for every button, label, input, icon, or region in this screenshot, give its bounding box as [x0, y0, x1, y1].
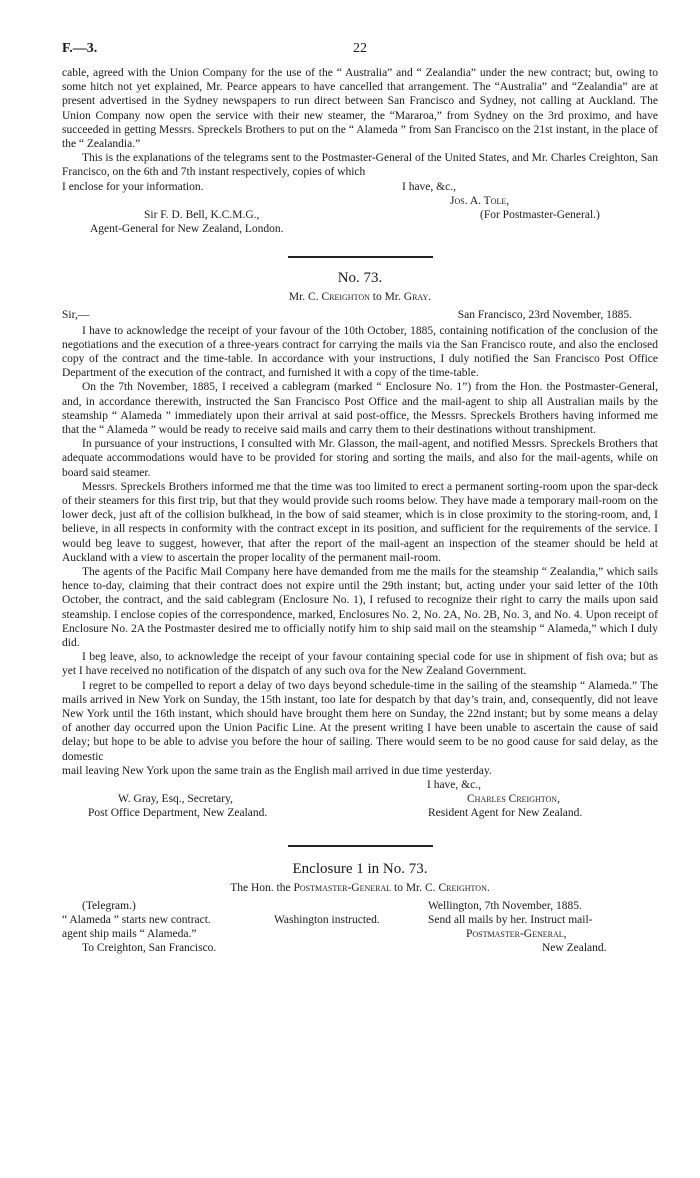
- signer-role: Resident Agent for New Zealand.: [428, 807, 583, 820]
- letter-from-to: Mr. C. Creighton to Mr. Gray.: [288, 291, 432, 304]
- signer-name: Charles Creighton,: [467, 793, 560, 806]
- page-number: 22: [353, 41, 367, 56]
- enclosure-1: [62, 859, 658, 956]
- telegram-line: [62, 941, 658, 955]
- section-divider: [288, 256, 433, 258]
- addressee-dept: Post Office Department, New Zealand.: [88, 807, 268, 820]
- telegram-place-date: Wellington, 7th November, 1885.: [428, 899, 582, 912]
- telegram-text: “ Alameda ” starts new contract.: [62, 914, 211, 927]
- telegram-label: (Telegram.): [82, 899, 136, 912]
- paragraph: On the 7th November, 1885, I received a cablegram (marked “ Enclosure No. 1”) from the Hon. the Postmaster-General, and, in accordance therewith, instructed the San Francisco Post Office and the mail-agent to ship all Australian mails by the steamship “ Alameda ” immediately upon their arrival at said post-office, the Messrs. Spreckels Brothers having informed me that the “ Alameda ” would be ready to receive said mails and carry them to their destinations without transhipment.: [62, 381, 658, 436]
- signer-role: (For Postmaster-General.): [480, 209, 600, 221]
- addressee-name: W. Gray, Esq., Secretary,: [118, 793, 233, 806]
- previous-letter: [62, 66, 658, 236]
- sender-name: Postmaster-General: [293, 881, 392, 894]
- closing-row: [62, 180, 658, 194]
- salutation-date-row: [62, 308, 658, 324]
- telegram-text: Washington instructed.: [274, 914, 380, 927]
- paragraph: This is the explanations of the telegrams sent to the Postmaster-General of the United States, and Mr. Charles Creighton, San Francisco, on the 6th and 7th instant respectively, copies of which: [62, 152, 658, 179]
- letter-number: No. 73.: [337, 270, 383, 287]
- signature-row: [62, 792, 658, 806]
- recipient-name: Creighton: [438, 881, 487, 894]
- paragraph: I beg leave, also, to acknowledge the receipt of your favour containing special code for use in shipment of fish ova; but as yet I have received no notification of the dispatch of any such ova for the New Zealand Government.: [62, 651, 658, 678]
- section-divider: [288, 845, 433, 847]
- enclose-line: I enclose for your information.: [62, 180, 204, 193]
- signer-name: Jos. A. Tole,: [450, 194, 510, 207]
- enclosure-from-to: The Hon. the Postmaster-General to Mr. C. Creighton.: [230, 881, 490, 894]
- paragraph: cable, agreed with the Union Company for the use of the “ Australia” and “ Zealandia” under the new contract; but, owing to some hitch not yet explained, Mr. Pearce appears to have cancelled that arrangement. The “Australia” and “Zealandia” are at present advertised in the Sydney newspapers to run direct between San Francisco and Sydney, not calling at Auckland. The Union Company now open the service with their new steamer, the “Mararoa,” from Sydney on the 3rd proximo, and have succeeded in getting Messrs. Spreckels Brothers to put on the “ Alameda ” from San Francisco on the 21st instant, in the place of the “ Zealandia.”: [62, 67, 658, 151]
- telegram-text: Send all mails by her. Instruct mail-: [428, 914, 593, 927]
- closing-phrase: I have, &c.,: [427, 779, 481, 792]
- signature-row: [62, 208, 658, 222]
- recipient-name: Gray: [403, 291, 429, 304]
- sender-name: Creighton: [321, 291, 370, 304]
- telegram-header-row: [62, 899, 658, 913]
- paragraph: The agents of the Pacific Mail Company here have demanded from me the mails for the steamship “ Zealandia,” which sails hence to-day, claiming that their contract does not expire until the 29th instant; but, acting under your said letter of the 10th October, the contract, and the said cablegram (Enclosure No. 1), I refused to recognize their right to carry the mails upon said steamship. I enclose copies of the correspondence, marked, Enclosures No. 2, No. 2A, No. 2B, No. 3, and No. 4. Upon receipt of Enclosure No. 2A the Postmaster desired me to officially notify him to ship said mail on the steamship “ Alameda,” which I duly did.: [62, 566, 658, 650]
- letter-date: San Francisco, 23rd November, 1885.: [457, 308, 632, 321]
- signature-row: [62, 806, 658, 820]
- letter-no-73: [62, 268, 658, 820]
- paragraph: In pursuance of your instructions, I consulted with Mr. Glasson, the mail-agent, and notified Messrs. Spreckels Brothers that adequate accommodations would have to be provided for storing and sorting the mails, and also for the mail-agents, while on board said steamer.: [62, 438, 658, 479]
- telegram-signer-place: New Zealand.: [542, 942, 607, 955]
- signature-row: [62, 194, 658, 208]
- telegram-text: agent ship mails “ Alameda.”: [62, 928, 197, 941]
- parliamentary-paper-ref: F.—3.: [62, 41, 98, 56]
- telegram-line: [62, 913, 658, 927]
- addressee-title: Agent-General for New Zealand, London.: [90, 223, 284, 236]
- paragraph: Messrs. Spreckels Brothers informed me that the time was too limited to erect a permanent sorting-room upon the spar-deck of their steamers for this first trip, but that they would provide such rooms below. They have made a temporary mail-room on the lower deck, just aft of the collision bulkhead, in the bow of said steamer, which is in close proximity to the storing-room, and, I believe, in all respects in conformity with the contract except in its position, and sufficient for the requirements of the service. I would beg leave to suggest, however, that after the report of the mail-agent an inspection of the steamer should be held at Auckland with a view to ascertain the proper locality of the permanent mail-room.: [62, 480, 658, 564]
- paragraph: I have to acknowledge the receipt of your favour of the 10th October, 1885, containing notification of the conclusion of the negotiations and the execution of a three-years contract for carrying the mails via the San Francisco route, and also the enclosed copy of the contract and the time-table. In accordance with your instructions, I duly notified the San Francisco Post Office Department of the execution of the contract, and furnished it with a copy of the time-table.: [62, 324, 658, 380]
- page-header: [62, 42, 658, 66]
- telegram-signer: Postmaster-General,: [466, 928, 567, 941]
- paragraph-last-line: mail leaving New York upon the same train as the English mail arrived in due time yesterday.: [62, 764, 492, 777]
- closing-phrase: I have, &c.,: [402, 180, 456, 193]
- addressee-row: [62, 222, 658, 236]
- paragraph: I regret to be compelled to report a delay of two days beyond schedule-time in the sailing of the steamship “ Alameda.” The mails arrived in New York on Sunday, the 15th instant, too late for despatch by that day’s train, and, consequently, did not leave New York until the 16th instant, which should have brought them here on Sunday, the 22nd instant; but by some means a delay of another day occurred upon the Union Pacific Line. At the present writing I have been unable to ascertain the cause of said delay; but hope to be able to advise you before the hour of sailing. There would seem to be no good cause for said delay, as the domestic: [62, 679, 658, 763]
- salutation: Sir,—: [62, 308, 90, 321]
- closing-row: [62, 778, 658, 792]
- enclosure-title: Enclosure 1 in No. 73.: [292, 860, 428, 877]
- addressee-name: Sir F. D. Bell, K.C.M.G.,: [144, 209, 260, 221]
- telegram-line: [62, 927, 658, 941]
- telegram-addressee: To Creighton, San Francisco.: [82, 942, 217, 955]
